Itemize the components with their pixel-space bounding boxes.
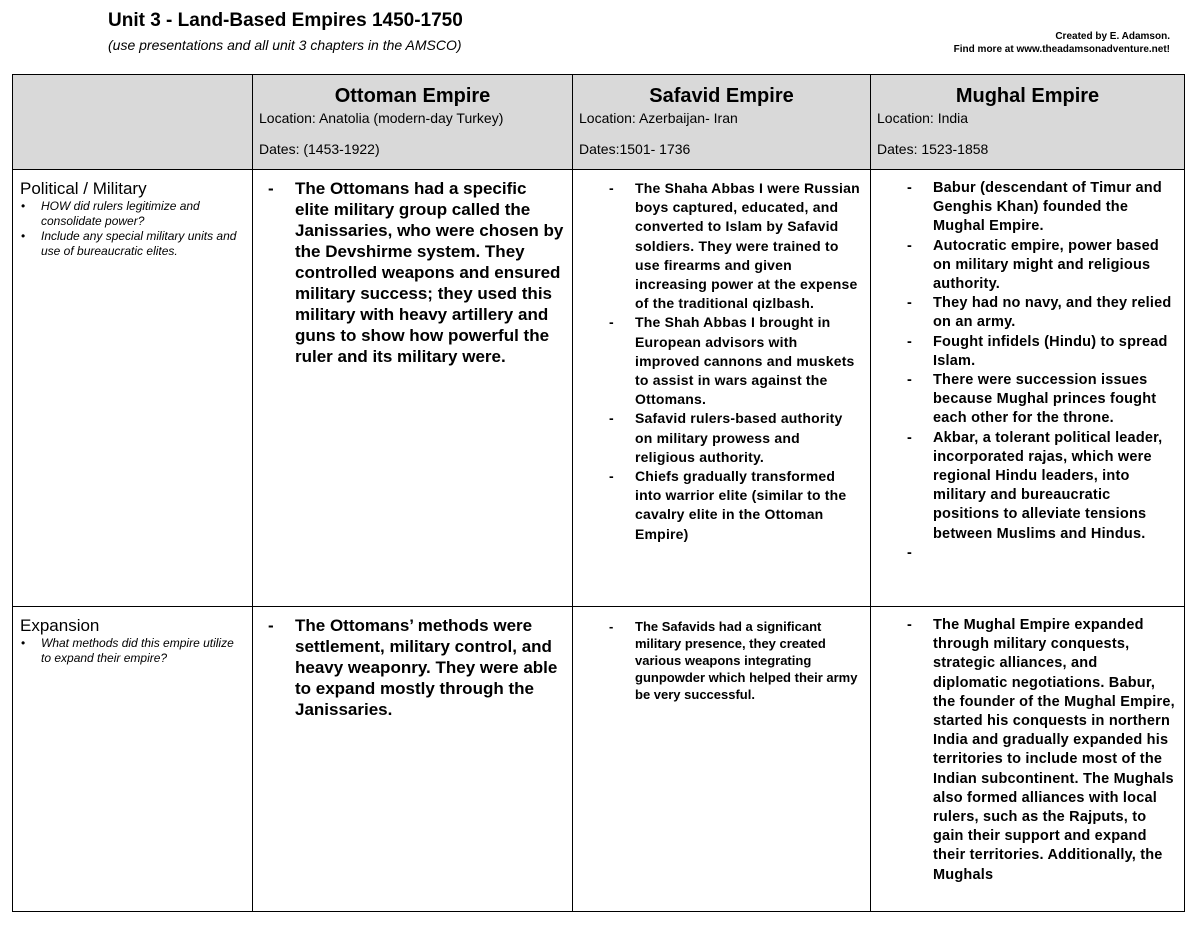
credit-author: Created by E. Adamson.	[1055, 31, 1170, 42]
note-item: - The Shah Abbas I brought in European advisors with improved cannons and muskets to assist in wars against the Ottomans.	[635, 313, 860, 409]
empire-dates: Dates:1501- 1736	[579, 141, 691, 157]
empires-table	[12, 74, 1185, 912]
row-expansion	[13, 607, 1185, 912]
guiding-questions	[21, 636, 246, 666]
empire-name: Safavid Empire	[649, 85, 794, 107]
note-item: - Autocratic empire, power based on military might and religious authority.	[933, 237, 1176, 295]
note-item: - The Ottomans had a specific elite military group called the Janissaries, who were chosen by the Devshirme system. They controlled weapons and ensured military success; they used this military with heavy artillery and guns to show how powerful the ruler and its military were.	[295, 178, 564, 367]
table-header-row	[13, 75, 1185, 170]
header-mughal	[871, 75, 1185, 170]
safavid-political-cell	[573, 170, 871, 607]
note-item: - Chiefs gradually transformed into warrior elite (similar to the cavalry elite in the Ottoman Empire)	[635, 467, 860, 544]
empire-location: Location: Anatolia (modern-day Turkey)	[259, 110, 504, 126]
ottoman-political-cell	[253, 170, 573, 607]
row-label-cell	[13, 607, 253, 912]
header-ottoman	[253, 75, 573, 170]
row-political-military	[13, 170, 1185, 607]
credit-website: Find more at www.theadamsonadventure.net!	[953, 44, 1170, 55]
row-label-cell	[13, 170, 253, 607]
row-title: Political / Military	[20, 179, 147, 198]
safavid-expansion-cell	[573, 607, 871, 912]
note-item: - Fought infidels (Hindu) to spread Islam.	[933, 333, 1176, 371]
empire-dates: Dates: (1453-1922)	[259, 141, 380, 157]
header-blank-cell	[13, 75, 253, 170]
mughal-expansion-cell	[871, 607, 1185, 912]
guiding-question: • What methods did this empire utilize to expand their empire?	[21, 636, 246, 666]
note-item: - Safavid rulers-based authority on military prowess and religious authority.	[635, 409, 860, 467]
credit-block	[954, 30, 1170, 56]
note-item: - They had no navy, and they relied on an army.	[933, 294, 1176, 332]
empire-dates: Dates: 1523-1858	[877, 141, 989, 157]
note-item: - There were succession issues because Mughal princes fought each other for the throne.	[933, 371, 1176, 429]
row-title: Expansion	[20, 616, 100, 635]
ottoman-expansion-cell	[253, 607, 573, 912]
page-title: Unit 3 - Land-Based Empires 1450-1750	[108, 10, 463, 31]
guiding-questions	[21, 199, 246, 259]
note-item: - Akbar, a tolerant political leader, incorporated rajas, which were regional Hindu leaders, into military and bureaucratic positions to alleviate tensions between Muslims and Hindus.	[933, 429, 1176, 544]
empire-location: Location: Azerbaijan- Iran	[579, 110, 738, 126]
empire-name: Mughal Empire	[955, 85, 1100, 107]
note-item: - The Safavids had a significant military presence, they created various weapons integrating gunpowder which helped their army be very successful.	[635, 618, 860, 703]
header-safavid	[573, 75, 871, 170]
guiding-question: • HOW did rulers legitimize and consolidate power?	[21, 199, 246, 229]
page-subtitle: (use presentations and all unit 3 chapters in the AMSCO)	[108, 37, 462, 53]
note-item-empty	[933, 544, 1176, 563]
note-item: - Babur (descendant of Timur and Genghis Khan) founded the Mughal Empire.	[933, 179, 1176, 237]
empire-name: Ottoman Empire	[334, 85, 491, 107]
mughal-political-cell	[871, 170, 1185, 607]
note-item: - The Mughal Empire expanded through military conquests, strategic alliances, and diplomatic negotiations. Babur, the founder of the Mughal Empire, started his conquests in northern India and gradually expanded his territories to include most of the Indian subcontinent. The Mughals also formed alliances with local rulers, such as the Rajputs, to gain their support and expand their territories. Additionally, the Mughals	[933, 616, 1176, 885]
guiding-question: • Include any special military units and use of bureaucratic elites.	[21, 229, 246, 259]
note-item: - The Ottomans’ methods were settlement, military control, and heavy weaponry. They were able to expand mostly through the Janissaries.	[295, 615, 564, 720]
empire-location: Location: India	[877, 110, 969, 126]
note-item: - The Shaha Abbas I were Russian boys captured, educated, and converted to Islam by Safavid soldiers. They were trained to use firearms and given increasing power at the expense of the traditional qizlbash.	[635, 179, 860, 313]
